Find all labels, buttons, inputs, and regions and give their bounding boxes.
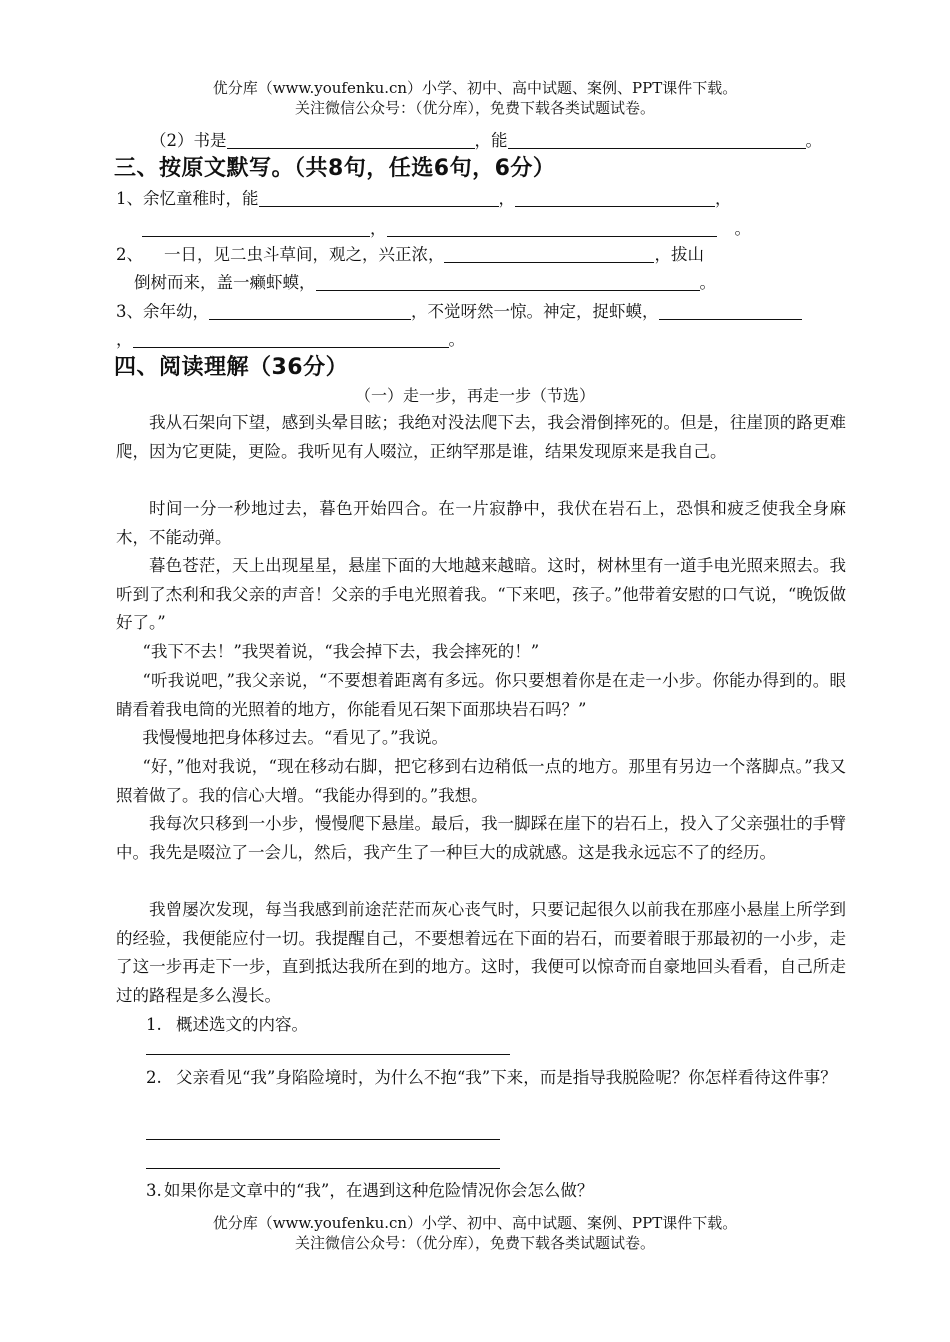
question-2-number: 2. xyxy=(146,1068,162,1087)
answer-blank[interactable] xyxy=(508,130,806,149)
passage-paragraph-9: 我曾屡次发现，每当我感到前途茫茫而灰心丧气时，只要记起很久以前我在那座小悬崖上所学到的经验，我便能应付一切。我提醒自己，不要想着远在下面的岩石，而要着眼于那最初的一小步，走了这一步再走下一步，直到抵达我所在到的地方。这时，我便可以惊奇而自豪地回头看看，自己所走过的路程是多么漫长。 xyxy=(116,900,846,1006)
answer-line[interactable] xyxy=(146,1054,510,1055)
passage-paragraph-5: “听我说吧，”我父亲说，“不要想着距离有多远。你只要想着你是在走一小步。你能办得到的。眼睛看着我电筒的光照着的地方，你能看见石架下面那块岩石吗？” xyxy=(116,671,846,719)
answer-blank[interactable] xyxy=(316,272,700,291)
answer-blank[interactable] xyxy=(142,218,370,237)
passage-paragraph-1: 我从石架向下望，感到头晕目眩；我绝对没法爬下去，我会滑倒摔死的。但是，往崖顶的路更难爬，因为它更陡，更险。我听见有人啜泣，正纳罕那是谁，结果发现原来是我自己。 xyxy=(116,413,846,461)
answer-blank[interactable] xyxy=(515,188,715,207)
answer-line[interactable] xyxy=(146,1139,500,1140)
answer-blank[interactable] xyxy=(444,244,654,263)
answer-line[interactable] xyxy=(146,1168,500,1169)
header-line-2: 关注微信公众号：（优分库），免费下载各类试题试卷。 xyxy=(294,99,655,117)
section-4-title: 四、阅读理解（36分） xyxy=(114,355,349,380)
page-header xyxy=(0,78,950,118)
item-2: （2）书是 ，能 。 xyxy=(150,131,822,150)
question-1-text: 概述选文的内容。 xyxy=(176,1015,308,1034)
section-3-q2-line1: 2、 一日，见二虫斗草间，观之，兴正浓， ，拔山 xyxy=(116,245,704,264)
question-2-text: 父亲看见“我”身陷险境时，为什么不抱“我”下来，而是指导我脱险呢？你怎样看待这件事？ xyxy=(176,1068,837,1087)
page-footer xyxy=(0,1213,950,1253)
header-line-1: 优分库（www.youfenku.cn）小学、初中、高中试题、案例、PPT课件下载。 xyxy=(212,79,738,97)
passage-paragraph-4: “我下不去！”我哭着说，“我会掉下去，我会摔死的！” xyxy=(142,642,540,661)
section-3-q3-line1: 3、余年幼， ，不觉呀然一惊。神定，捉虾蟆， xyxy=(116,300,802,324)
passage-paragraph-8: 我每次只移到一小步，慢慢爬下悬崖。最后，我一脚踩在崖下的岩石上，投入了父亲强壮的手臂中。我先是啜泣了一会儿，然后，我产生了一种巨大的成就感。这是我永远忘不了的经历。 xyxy=(116,814,846,862)
answer-blank[interactable] xyxy=(659,301,802,320)
section-3-q1-line2: ， 。 xyxy=(142,217,751,241)
footer-line-1: 优分库（www.youfenku.cn）小学、初中、高中试题、案例、PPT课件下载。 xyxy=(212,1214,738,1232)
section-3-q3-line2: ， 。 xyxy=(116,330,465,349)
passage-paragraph-6: 我慢慢地把身体移过去。“看见了。”我说。 xyxy=(142,728,449,747)
section-3-q1-line1: 1、余忆童稚时，能 ， ， xyxy=(116,189,732,208)
answer-blank[interactable] xyxy=(387,218,717,237)
section-3-title: 三、按原文默写。（共8句，任选6句，6分） xyxy=(114,156,556,181)
footer-line-2: 关注微信公众号：（优分库），免费下载各类试题试卷。 xyxy=(294,1234,655,1252)
passage-title: （一）走一步，再走一步（节选） xyxy=(354,386,595,405)
answer-blank[interactable] xyxy=(259,188,499,207)
answer-blank[interactable] xyxy=(133,329,449,348)
passage-paragraph-7: “好，”他对我说，“现在移动右脚，把它移到右边稍低一点的地方。那里有另边一个落脚点。”我又照着做了。我的信心大增。“我能办得到的。”我想。 xyxy=(116,757,846,805)
section-3-q2-line2: 倒树而来，盖一癞虾蟆， 。 xyxy=(134,273,716,292)
question-1-number: 1. xyxy=(146,1015,162,1034)
passage-paragraph-3: 暮色苍茫，天上出现星星，悬崖下面的大地越来越暗。这时，树林里有一道手电光照来照去。我听到了杰利和我父亲的声音！父亲的手电光照着我。“下来吧，孩子。”他带着安慰的口气说，“晚饭做好了。” xyxy=(116,556,846,633)
passage-paragraph-2: 时间一分一秒地过去，暮色开始四合。在一片寂静中，我伏在岩石上，恐惧和疲乏使我全身麻木，不能动弹。 xyxy=(116,499,846,547)
answer-blank[interactable] xyxy=(227,130,475,149)
question-3-text: 如果你是文章中的“我”，在遇到这种危险情况你会怎么做？ xyxy=(164,1181,594,1200)
answer-blank[interactable] xyxy=(209,301,411,320)
question-3-number: 3. xyxy=(146,1181,162,1200)
